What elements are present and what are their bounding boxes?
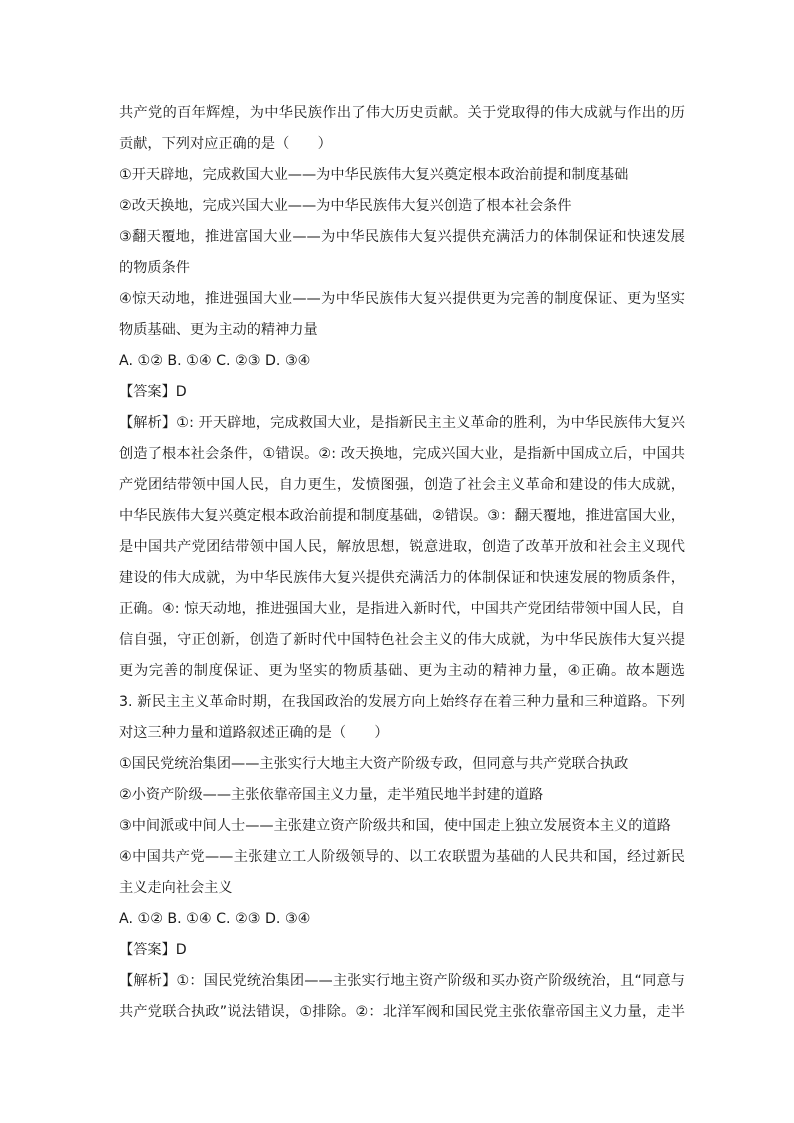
text-line: 主义走向社会主义 — [119, 880, 233, 896]
analysis-line: 【解析】①: 开天辟地，完成救国大业，是指新民主主义革命的胜利，为中华民族伟大复兴 — [119, 415, 685, 431]
analysis-line: 信自强，守正创新，创造了新时代中国特色社会主义的伟大成就，为中华民族伟大复兴提 — [119, 632, 685, 648]
analysis-line: 中华民族伟大复兴奠定根本政治前提和制度基础，②错误。③：翻天覆地，推进富国大业， — [119, 508, 685, 524]
option-line: ④中国共产党——主张建立工人阶级领导的、以工农联盟为基础的人民共和国，经过新民 — [119, 849, 685, 865]
analysis-line: 建设的伟大成就，为中华民族伟大复兴提供充满活力的体制保证和快速发展的物质条件， — [119, 570, 685, 586]
option-line: ①国民党统治集团——主张实行大地主大资产阶级专政，但同意与共产党联合执政 — [119, 756, 629, 772]
option-line: ②小资产阶级——主张依靠帝国主义力量，走半殖民地半封建的道路 — [119, 787, 544, 803]
option-line: ④惊天动地，推进强国大业——为中华民族伟大复兴提供更为完善的制度保证、更为坚实 — [119, 291, 685, 307]
analysis-line: 是中国共产党团结带领中国人民，解放思想，锐意进取，创造了改革开放和社会主义现代 — [119, 539, 685, 555]
analysis-line: 产党团结带领中国人民，自力更生，发愤图强，创造了社会主义革命和建设的伟大成就， — [119, 477, 685, 493]
analysis-line: 正确。④: 惊天动地，推进强国大业，是指进入新时代，中国共产党团结带领中国人民，自 — [119, 601, 685, 617]
text-line: 的物质条件 — [119, 260, 190, 276]
analysis-line: 【解析】①：国民党统治集团——主张实行地主资产阶级和买办资产阶级统治，且“同意与 — [119, 973, 685, 989]
option-line: ①开天辟地，完成救国大业——为中华民族伟大复兴奠定根本政治前提和制度基础 — [119, 167, 629, 183]
option-line: ②改天换地，完成兴国大业——为中华民族伟大复兴创造了根本社会条件 — [119, 198, 572, 214]
answer-choices: A. ①② B. ①④ C. ②③ D. ③④ — [119, 353, 311, 369]
question-line: 3. 新民主主义革命时期，在我国政治的发展方向上始终存在着三种力量和三种道路。下列 — [119, 694, 685, 710]
analysis-line: 创造了根本社会条件，①错误。②: 改天换地，完成兴国大业，是指新中国成立后，中国共 — [119, 446, 685, 462]
document-body — [119, 98, 685, 1028]
text-line: 物质基础、更为主动的精神力量 — [119, 322, 318, 338]
answer-choices: A. ①② B. ①④ C. ②③ D. ③④ — [119, 911, 311, 927]
answer-line: 【答案】D — [119, 942, 187, 958]
option-line: ③中间派或中间人士——主张建立资产阶级共和国，使中国走上独立发展资本主义的道路 — [119, 818, 671, 834]
analysis-line: 共产党联合执政”说法错误，①排除。②：北洋军阀和国民党主张依靠帝国主义力量，走半 — [119, 1004, 685, 1020]
analysis-line: 更为完善的制度保证、更为坚实的物质基础、更为主动的精神力量，④正确。故本题选 — [119, 663, 685, 679]
text-line: 贡献，下列对应正确的是（ ） — [119, 136, 332, 152]
question-line: 对这三种力量和道路叙述正确的是（ ） — [119, 725, 389, 741]
option-line: ③翻天覆地，推进富国大业——为中华民族伟大复兴提供充满活力的体制保证和快速发展 — [119, 229, 685, 245]
text-line: 共产党的百年辉煌，为中华民族作出了伟大历史贡献。关于党取得的伟大成就与作出的历 — [119, 105, 685, 121]
answer-line: 【答案】D — [119, 384, 187, 400]
